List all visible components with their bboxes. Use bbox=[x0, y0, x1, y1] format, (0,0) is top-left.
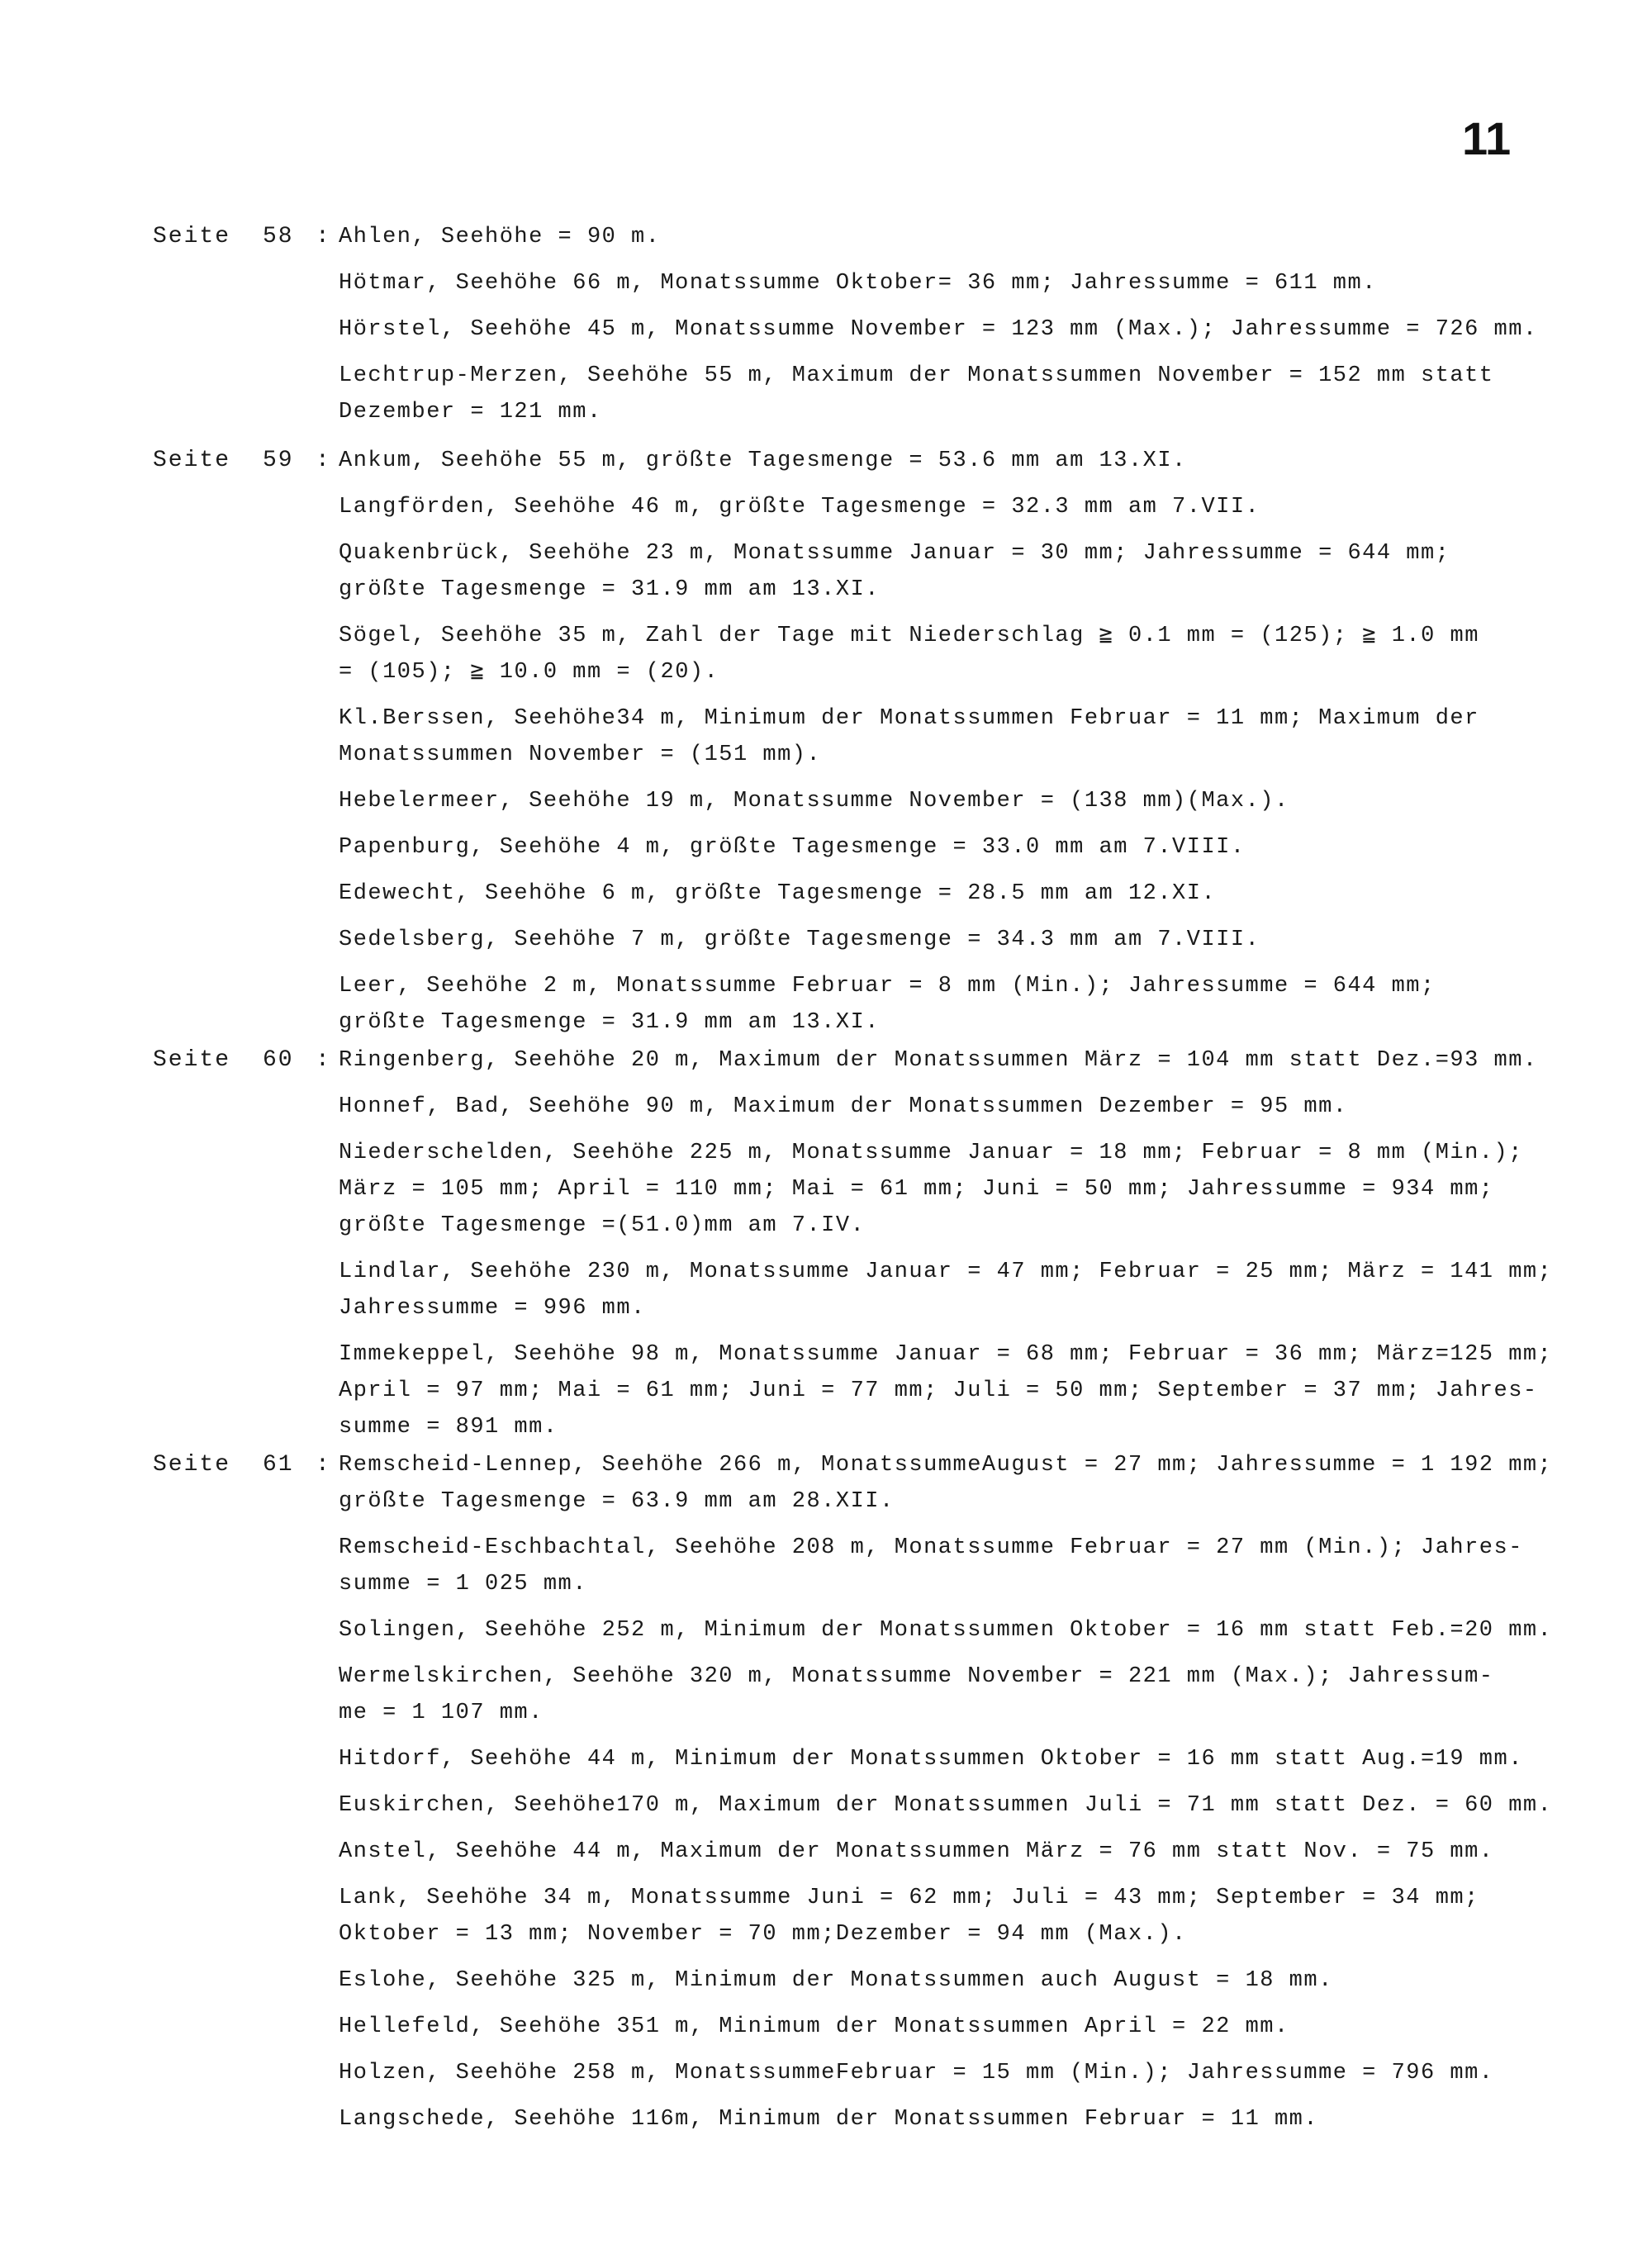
entry-line: größte Tagesmenge = 31.9 mm am 13.XI. bbox=[339, 1010, 880, 1035]
entry-line: Remscheid-Eschbachtal, Seehöhe 208 m, Monatssumme Februar = 27 mm (Min.); Jahres- bbox=[339, 1535, 1523, 1560]
station-entry bbox=[339, 1880, 1528, 1952]
station-entry bbox=[339, 2101, 1528, 2137]
seite-number: 61 bbox=[263, 1452, 294, 1478]
station-entry bbox=[339, 700, 1528, 773]
station-entry bbox=[339, 875, 1528, 912]
entry-line: März = 105 mm; April = 110 mm; Mai = 61 mm; Juni = 50 mm; Jahressumme = 934 mm; bbox=[339, 1177, 1494, 1202]
entry-line: Hörstel, Seehöhe 45 m, Monatssumme November = 123 mm (Max.); Jahressumme = 726 mm. bbox=[339, 317, 1538, 342]
entry-line: Ankum, Seehöhe 55 m, größte Tagesmenge = 53.6 mm am 13.XI. bbox=[339, 448, 1187, 473]
entry-line: Sögel, Seehöhe 35 m, Zahl der Tage mit Niederschlag ≧ 0.1 mm = (125); ≧ 1.0 mm bbox=[339, 624, 1479, 648]
seite-colon: : bbox=[316, 224, 330, 249]
station-entry bbox=[339, 1135, 1528, 1244]
entry-line: Monatssummen November = (151 mm). bbox=[339, 743, 822, 767]
station-entry bbox=[339, 1042, 1538, 1079]
entry-line: Hitdorf, Seehöhe 44 m, Minimum der Monatssummen Oktober = 16 mm statt Aug.=19 mm. bbox=[339, 1747, 1523, 1772]
entry-line: Edewecht, Seehöhe 6 m, größte Tagesmenge = 28.5 mm am 12.XI. bbox=[339, 881, 1217, 906]
station-entry bbox=[339, 1447, 1553, 1520]
entry-line: Lechtrup-Merzen, Seehöhe 55 m, Maximum der Monatssummen November = 152 mm statt bbox=[339, 363, 1494, 388]
entry-line: Eslohe, Seehöhe 325 m, Minimum der Monatssummen auch August = 18 mm. bbox=[339, 1968, 1333, 1993]
entry-line: Lindlar, Seehöhe 230 m, Monatssumme Januar = 47 mm; Februar = 25 mm; März = 141 mm; bbox=[339, 1260, 1553, 1284]
seite-colon: : bbox=[316, 1452, 330, 1478]
entry-line: Anstel, Seehöhe 44 m, Maximum der Monatssummen März = 76 mm statt Nov. = 75 mm. bbox=[339, 1839, 1494, 1864]
entry-line: größte Tagesmenge =(51.0)mm am 7.IV. bbox=[339, 1213, 866, 1238]
station-entry bbox=[339, 311, 1538, 348]
page-number: 11 bbox=[1462, 112, 1512, 164]
station-entry bbox=[339, 1336, 1553, 1445]
station-entries bbox=[339, 1447, 1553, 2147]
entry-line: Dezember = 121 mm. bbox=[339, 400, 602, 425]
station-entry bbox=[339, 1962, 1528, 1999]
entry-line: Sedelsberg, Seehöhe 7 m, größte Tagesmenge = 34.3 mm am 7.VIII. bbox=[339, 928, 1260, 952]
station-entry bbox=[339, 265, 1528, 301]
station-entry bbox=[339, 1530, 1528, 1602]
entry-line: Hellefeld, Seehöhe 351 m, Minimum der Monatssummen April = 22 mm. bbox=[339, 2014, 1289, 2039]
seite-number: 59 bbox=[263, 448, 294, 473]
entry-line: April = 97 mm; Mai = 61 mm; Juni = 77 mm; Juli = 50 mm; September = 37 mm; Jahres- bbox=[339, 1378, 1538, 1403]
seite-number: 60 bbox=[263, 1047, 294, 1073]
entry-line: Niederschelden, Seehöhe 225 m, Monatssumme Januar = 18 mm; Februar = 8 mm (Min.); bbox=[339, 1141, 1523, 1165]
station-entry bbox=[339, 1787, 1553, 1824]
entry-line: Kl.Berssen, Seehöhe34 m, Minimum der Monatssummen Februar = 11 mm; Maximum der bbox=[339, 706, 1479, 731]
station-entry bbox=[339, 1612, 1553, 1649]
station-entry bbox=[339, 358, 1528, 430]
station-entries bbox=[339, 443, 1528, 1051]
entry-line: Hötmar, Seehöhe 66 m, Monatssumme Oktober= 36 mm; Jahressumme = 611 mm. bbox=[339, 271, 1377, 296]
seite-colon: : bbox=[316, 1047, 330, 1073]
entry-line: Papenburg, Seehöhe 4 m, größte Tagesmenge = 33.0 mm am 7.VIII. bbox=[339, 835, 1246, 860]
entry-line: Langschede, Seehöhe 116m, Minimum der Monatssummen Februar = 11 mm. bbox=[339, 2107, 1319, 2132]
entry-line: Leer, Seehöhe 2 m, Monatssumme Februar = 8 mm (Min.); Jahressumme = 644 mm; bbox=[339, 974, 1436, 999]
entry-line: größte Tagesmenge = 63.9 mm am 28.XII. bbox=[339, 1489, 895, 1514]
entry-line: Lank, Seehöhe 34 m, Monatssumme Juni = 62 mm; Juli = 43 mm; September = 34 mm; bbox=[339, 1886, 1479, 1910]
seite-colon: : bbox=[316, 448, 330, 473]
station-entry bbox=[339, 1741, 1528, 1777]
entry-line: Ringenberg, Seehöhe 20 m, Maximum der Monatssummen März = 104 mm statt Dez.=93 mm. bbox=[339, 1048, 1538, 1073]
station-entry bbox=[339, 1834, 1528, 1870]
station-entry bbox=[339, 535, 1528, 608]
station-entry bbox=[339, 489, 1528, 525]
entry-line: Honnef, Bad, Seehöhe 90 m, Maximum der Monatssummen Dezember = 95 mm. bbox=[339, 1094, 1348, 1119]
station-entry bbox=[339, 443, 1528, 479]
entry-line: Ahlen, Seehöhe = 90 m. bbox=[339, 225, 661, 249]
entry-line: Jahressumme = 996 mm. bbox=[339, 1296, 646, 1321]
station-entry bbox=[339, 783, 1528, 819]
entry-line: Euskirchen, Seehöhe170 m, Maximum der Monatssummen Juli = 71 mm statt Dez. = 60 mm. bbox=[339, 1793, 1553, 1818]
entry-line: Langförden, Seehöhe 46 m, größte Tagesmenge = 32.3 mm am 7.VII. bbox=[339, 495, 1260, 520]
entry-line: größte Tagesmenge = 31.9 mm am 13.XI. bbox=[339, 577, 880, 602]
station-entry bbox=[339, 922, 1528, 958]
station-entry bbox=[339, 1254, 1553, 1326]
entry-line: = (105); ≧ 10.0 mm = (20). bbox=[339, 660, 719, 685]
seite-label: Seite bbox=[153, 1047, 231, 1073]
entry-line: summe = 1 025 mm. bbox=[339, 1572, 587, 1597]
entry-line: Wermelskirchen, Seehöhe 320 m, Monatssumme November = 221 mm (Max.); Jahressum- bbox=[339, 1664, 1494, 1689]
seite-label: Seite bbox=[153, 224, 231, 249]
entry-line: Solingen, Seehöhe 252 m, Minimum der Monatssummen Oktober = 16 mm statt Feb.=20 mm. bbox=[339, 1618, 1553, 1643]
station-entry bbox=[339, 2055, 1528, 2091]
station-entry bbox=[339, 968, 1528, 1041]
station-entry bbox=[339, 829, 1528, 866]
station-entry bbox=[339, 219, 1528, 255]
station-entry bbox=[339, 618, 1528, 690]
seite-label: Seite bbox=[153, 1452, 231, 1478]
station-entry bbox=[339, 2009, 1528, 2045]
entry-line: summe = 891 mm. bbox=[339, 1415, 558, 1440]
station-entries bbox=[339, 1042, 1553, 1455]
entry-line: Immekeppel, Seehöhe 98 m, Monatssumme Januar = 68 mm; Februar = 36 mm; März=125 mm; bbox=[339, 1342, 1553, 1367]
entry-line: Holzen, Seehöhe 258 m, MonatssummeFebruar = 15 mm (Min.); Jahressumme = 796 mm. bbox=[339, 2061, 1494, 2085]
station-entries bbox=[339, 219, 1538, 440]
entry-line: Hebelermeer, Seehöhe 19 m, Monatssumme November = (138 mm)(Max.). bbox=[339, 789, 1289, 814]
entry-line: Remscheid-Lennep, Seehöhe 266 m, MonatssummeAugust = 27 mm; Jahressumme = 1 192 mm; bbox=[339, 1453, 1553, 1478]
station-entry bbox=[339, 1658, 1528, 1731]
seite-number: 58 bbox=[263, 224, 294, 249]
seite-label: Seite bbox=[153, 448, 231, 473]
entry-line: me = 1 107 mm. bbox=[339, 1701, 544, 1725]
entry-line: Oktober = 13 mm; November = 70 mm;Dezember = 94 mm (Max.). bbox=[339, 1922, 1187, 1947]
entry-line: Quakenbrück, Seehöhe 23 m, Monatssumme Januar = 30 mm; Jahressumme = 644 mm; bbox=[339, 541, 1450, 566]
station-entry bbox=[339, 1089, 1528, 1125]
